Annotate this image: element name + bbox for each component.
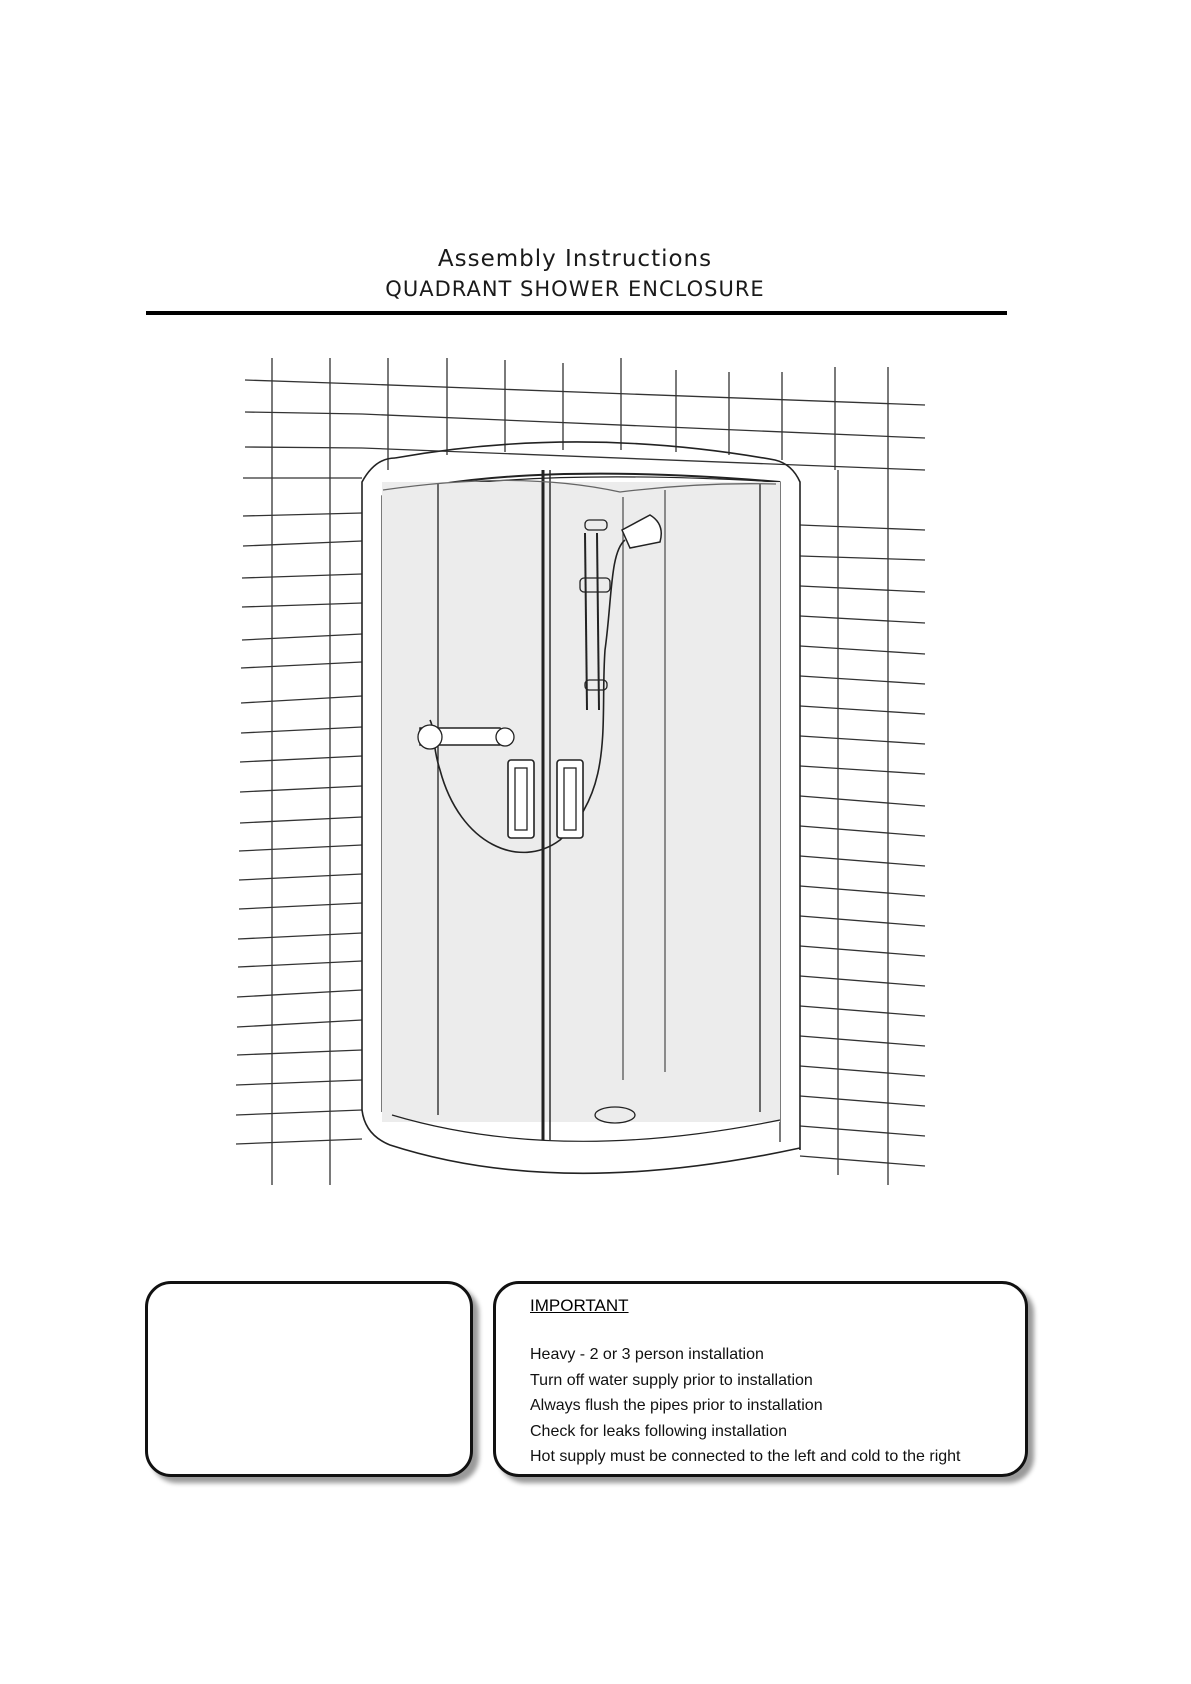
important-heading: IMPORTANT [530, 1296, 629, 1315]
shower-enclosure-illustration [230, 350, 930, 1195]
enclosure-body [362, 442, 800, 1173]
document-title: Assembly Instructions [437, 246, 713, 272]
important-notice-box [493, 1281, 1028, 1477]
important-item: Check for leaks following installation [530, 1422, 788, 1440]
important-list [530, 1342, 960, 1470]
blank-notes-box [145, 1281, 473, 1477]
important-item: Turn off water supply prior to installation [530, 1371, 813, 1389]
important-item: Always flush the pipes prior to installation [530, 1397, 823, 1414]
right-wall-tiles [800, 470, 925, 1175]
left-wall-tiles [236, 358, 362, 1185]
important-item: Hot supply must be connected to the left and cold to the right [530, 1448, 961, 1465]
important-item: Heavy - 2 or 3 person installation [530, 1346, 764, 1363]
title-divider [146, 311, 1007, 315]
document-subtitle: QUADRANT SHOWER ENCLOSURE [385, 277, 765, 301]
